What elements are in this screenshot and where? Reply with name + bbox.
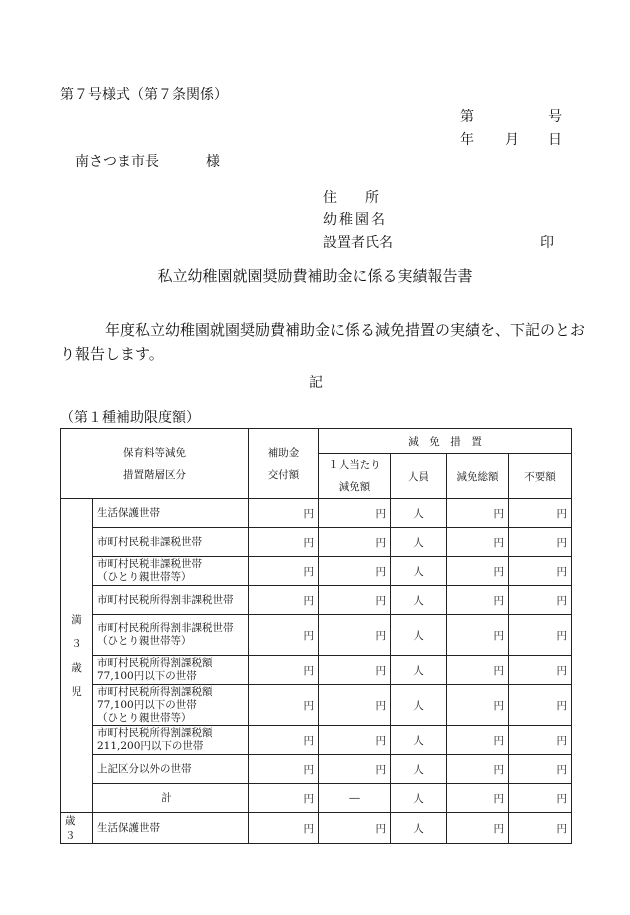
- document-title: 私立幼稚園就園奨励費補助金に係る実績報告書: [157, 267, 473, 285]
- total-reduction-cell: 円: [447, 656, 509, 685]
- age-group-3-char: 児: [71, 685, 82, 698]
- subsidy-amount-cell: 円: [249, 726, 319, 755]
- table-row: [61, 755, 572, 784]
- reduction-report-table: [60, 428, 572, 844]
- unneeded-amount-cell: 円: [509, 685, 572, 726]
- header-per-person-cell: [319, 454, 391, 499]
- persons-cell: 人: [391, 656, 447, 685]
- per-person-amount-cell: ―: [319, 784, 391, 813]
- row-category-line: 市町村民税非課税世帯: [97, 535, 202, 548]
- unneeded-amount-cell: 円: [509, 784, 572, 813]
- row-category-line: 77,100円以下の世帯: [97, 698, 197, 711]
- subsidy-amount-cell: 円: [249, 586, 319, 615]
- address-label: 住 所: [323, 190, 379, 206]
- unneeded-amount-cell: 円: [509, 813, 572, 844]
- unneeded-amount-cell: 円: [509, 615, 572, 656]
- table-row: [61, 813, 572, 844]
- persons-cell: 人: [391, 755, 447, 784]
- total-reduction-cell: 円: [447, 685, 509, 726]
- date-month: 月: [505, 132, 519, 148]
- table-row: [61, 528, 572, 557]
- subsidy-amount-cell: 円: [249, 499, 319, 528]
- form-number: 第７号様式（第７条関係）: [60, 87, 228, 103]
- subsidy-amount-cell: 円: [249, 557, 319, 586]
- unneeded-amount-cell: 円: [509, 586, 572, 615]
- row-category-line: 上記区分以外の世帯: [97, 762, 192, 775]
- header-per-person-line2: 減免額: [338, 481, 371, 493]
- subsidy-amount-cell: 円: [249, 615, 319, 656]
- addressee: 南さつま市長: [75, 154, 159, 170]
- row-category-line: 市町村民税所得割課税額: [97, 727, 213, 739]
- per-person-amount-cell: 円: [319, 685, 391, 726]
- section-label: （第１種補助限度額）: [60, 410, 200, 426]
- category-cell: [93, 557, 249, 586]
- unneeded-amount-cell: 円: [509, 755, 572, 784]
- subsidy-amount-cell: 円: [249, 755, 319, 784]
- table-body: [61, 499, 572, 844]
- subsidy-amount-cell: 円: [249, 528, 319, 557]
- header-subsidy-line2: 交付額: [267, 468, 300, 481]
- table-row: [61, 557, 572, 586]
- persons-cell: 人: [391, 685, 447, 726]
- row-category-line: （ひとり親世帯等）: [97, 571, 192, 583]
- header-total: 減免総額: [447, 454, 509, 499]
- header-category-line1: 保育料等減免: [123, 446, 186, 459]
- document-number-suffix: 号: [548, 109, 562, 125]
- row-category-line: 市町村民税所得割課税額: [97, 685, 213, 698]
- document-number-prefix: 第: [460, 109, 474, 125]
- total-reduction-cell: 円: [447, 726, 509, 755]
- row-category-line: 77,100円以下の世帯: [97, 670, 197, 682]
- table-row: [61, 615, 572, 656]
- kindergarten-name-label: 幼稚園名: [323, 212, 387, 228]
- persons-cell: 人: [391, 528, 447, 557]
- category-cell: [93, 784, 249, 813]
- table-row: [61, 784, 572, 813]
- row-category-line: 211,200円以下の世帯: [97, 740, 204, 752]
- header-unneeded: 不要額: [509, 454, 572, 499]
- category-cell: [93, 755, 249, 784]
- table-row: [61, 726, 572, 755]
- header-reduction: 減 免 措 置: [319, 429, 572, 454]
- total-reduction-cell: 円: [447, 528, 509, 557]
- age-group-3-char: ３: [71, 637, 82, 650]
- total-reduction-cell: 円: [447, 755, 509, 784]
- row-category: 計: [161, 791, 180, 804]
- unneeded-amount-cell: 円: [509, 499, 572, 528]
- age-group-3-char: 歳: [71, 661, 82, 674]
- category-cell: [93, 528, 249, 557]
- founder-name-label: 設置者氏名: [323, 235, 393, 251]
- category-cell: [93, 726, 249, 755]
- age-group-next-label: 歳 ３: [61, 813, 93, 844]
- persons-cell: 人: [391, 726, 447, 755]
- date-year: 年: [460, 132, 474, 148]
- ki-mark: 記: [309, 375, 323, 391]
- category-cell: [93, 656, 249, 685]
- persons-cell: 人: [391, 784, 447, 813]
- category-cell: [93, 499, 249, 528]
- total-reduction-cell: 円: [447, 499, 509, 528]
- row-category-line: 市町村民税所得割非課税世帯: [97, 622, 234, 634]
- per-person-amount-cell: 円: [319, 813, 391, 844]
- per-person-amount-cell: 円: [319, 656, 391, 685]
- subsidy-amount-cell: 円: [249, 685, 319, 726]
- unneeded-amount-cell: 円: [509, 557, 572, 586]
- persons-cell: 人: [391, 499, 447, 528]
- age-group-3-char: 満: [71, 613, 82, 626]
- persons-cell: 人: [391, 586, 447, 615]
- row-category-line: （ひとり親世帯等）: [97, 711, 192, 724]
- category-cell: [93, 813, 249, 844]
- category-cell: [93, 586, 249, 615]
- per-person-amount-cell: 円: [319, 615, 391, 656]
- per-person-amount-cell: 円: [319, 499, 391, 528]
- table-row: [61, 586, 572, 615]
- subsidy-amount-cell: 円: [249, 656, 319, 685]
- category-cell: [93, 685, 249, 726]
- total-reduction-cell: 円: [447, 557, 509, 586]
- unneeded-amount-cell: 円: [509, 726, 572, 755]
- total-reduction-cell: 円: [447, 784, 509, 813]
- date-day: 日: [548, 132, 562, 148]
- category-cell: [93, 615, 249, 656]
- unneeded-amount-cell: 円: [509, 656, 572, 685]
- seal-mark: 印: [540, 235, 554, 251]
- table-row: [61, 499, 572, 528]
- row-category-line: 市町村民税非課税世帯: [97, 558, 202, 570]
- row-category-line: 市町村民税所得割非課税世帯: [97, 593, 234, 606]
- table-row: [61, 656, 572, 685]
- row-category-line: （ひとり親世帯等）: [97, 635, 192, 647]
- header-category-line2: 措置階層区分: [123, 468, 186, 481]
- persons-cell: 人: [391, 557, 447, 586]
- persons-cell: 人: [391, 615, 447, 656]
- header-per-person-line1: １人当たり: [328, 459, 381, 471]
- total-reduction-cell: 円: [447, 813, 509, 844]
- per-person-amount-cell: 円: [319, 557, 391, 586]
- row-category-line: 生活保護世帯: [97, 506, 160, 519]
- total-reduction-cell: 円: [447, 586, 509, 615]
- row-category-line: 市町村民税所得割課税額: [97, 657, 213, 669]
- header-persons: 人員: [391, 454, 447, 499]
- header-subsidy-cell: [249, 429, 319, 499]
- row-category-line: 生活保護世帯: [97, 821, 160, 834]
- per-person-amount-cell: 円: [319, 528, 391, 557]
- per-person-amount-cell: 円: [319, 755, 391, 784]
- subsidy-amount-cell: 円: [249, 784, 319, 813]
- total-reduction-cell: 円: [447, 615, 509, 656]
- report-body: 年度私立幼稚園就園奨励費補助金に係る減免措置の実績を、下記のとおり報告します。: [60, 321, 586, 363]
- unneeded-amount-cell: 円: [509, 528, 572, 557]
- per-person-amount-cell: 円: [319, 586, 391, 615]
- age-group-3-label: [61, 499, 93, 813]
- persons-cell: 人: [391, 813, 447, 844]
- header-subsidy-line1: 補助金: [267, 446, 300, 459]
- per-person-amount-cell: 円: [319, 726, 391, 755]
- subsidy-amount-cell: 円: [249, 813, 319, 844]
- header-category-cell: [61, 429, 249, 499]
- table-row: [61, 685, 572, 726]
- addressee-honorific: 様: [206, 154, 220, 170]
